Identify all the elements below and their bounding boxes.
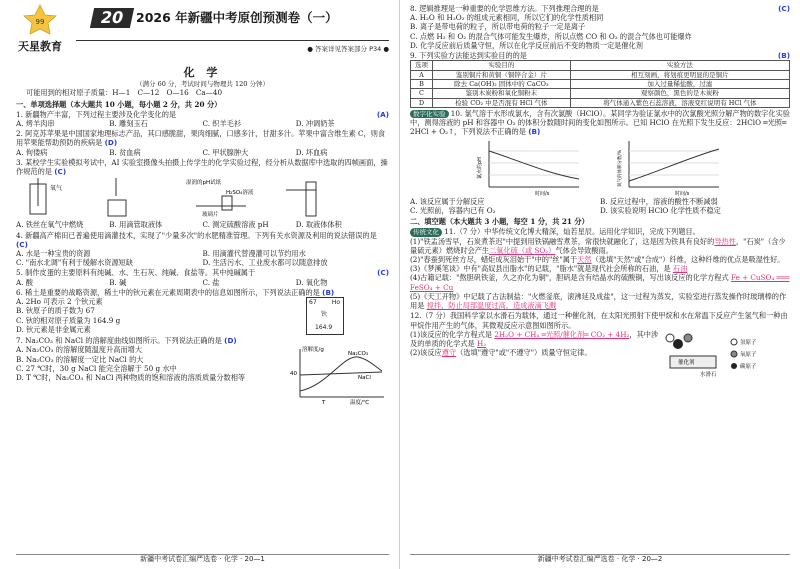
answer-6: B [325,287,331,297]
svg-text:氢原子: 氢原子 [740,339,757,346]
svg-text:水滑石: 水滑石 [700,371,717,378]
svg-text:T: T [322,400,326,406]
q2-options: A. 佝偻病 B. 贫血病 C. 甲状腺肿大 D. 坏血病 [16,147,328,157]
answer-2: D [107,138,114,148]
tag-digital-experiment: 数字化实验 [410,110,449,118]
table-row: A 鉴别铜片和黄铜（铜锌合金）片 相互刻画，将划痕更明显的是铜片 [411,70,790,79]
question-5: 5. 制作皮蛋的主要原料有纯碱、水、生石灰、纯碱、食盐等。其中纯碱属于 (C) [16,268,389,278]
tag-traditional-culture: 传统文化 [410,228,442,236]
q6-options: A. 2Ho 可表示 2 个钬元素 B. 钬原子的质子数为 67 C. 钬的相对原子质量为 164.9 g D. 钬元素是非金属元素 [16,297,121,334]
svg-text:时间/s: 时间/s [675,190,690,197]
svg-text:氯水的pH: 氯水的pH [477,156,483,179]
q12-part-2: (2)该反应遵守（选填"遵守"或"不遵守"）质量守恒定律。 [410,348,592,358]
table-row: B 除去 Ca(OH)₂ 固体中的 CaCO₃ 加入过量稀盐酸，过滤 [411,79,790,88]
left-footer: 新疆中考试卷汇编严选卷 · 化学 · 20—1 [16,554,389,565]
q11-part-4: (4)古籍记载："熬胆矾铁釜，久之亦化为铜"，胆矾是含有结晶水的硫酸铜，写出该反应的化学方程式 Fe + CuSO₄ ═══ FeSO₄ + Cu [410,273,790,292]
answer-9: B [781,51,787,61]
q6-block [16,297,389,335]
ph-time-graph [475,137,585,197]
question-4: 4. 新疆高产棉田已普遍使用滴灌技术，实现了"少量多次"的水肥精准管理。下列有关水资源及利用的说法错误的是 (C) [16,230,377,249]
q11-part-2: (2)"春蚕到死丝方尽，蜡炬成灰泪始干"中的"丝"属于天然（选填"天然"或"合成"）纤维，这种纤维的优点是吸湿性好。 [410,255,785,265]
q12-block [410,330,790,380]
paper-number-badge: 20 [90,8,134,28]
q5-options: A. 酸 B. 碱 C. 盐 D. 氧化物 [16,277,328,287]
atomic-mass: 可能用到的相对原子质量：H—1 C—12 O—16 Ca—40 [26,88,223,98]
right-footer: 新疆中考试卷汇编严选卷 · 化学 · 20—2 [410,554,790,565]
right-page [402,0,800,569]
section-1-heading: 一、单项选择题（本大题共 10 小题，每小题 2 分，共 20 分） [16,99,222,109]
svg-text:溶解度/g: 溶解度/g [302,347,324,354]
header-rule [76,40,389,41]
q4-options: A. 水是一种宝贵的资源 B. 用滴灌代替漫灌可以节约用水 C. "南水北调"有利于缓解水资源短缺 D. 生活污水、工业废水都可以随意排放 [16,249,328,268]
question-12: 12.（7 分）我国科学家以水滑石为载体，通过一种催化剂，在太阳光照射下使甲烷和水在常温下反应产生氢气和一种由甲烷作用产生的气体，其微观反应示意图如图所示。 [410,311,788,330]
svg-text:40: 40 [290,371,297,378]
q3-options: A. 铁丝在氧气中燃烧 B. 用滴管取液体 C. 测定硫酸溶液 pH D. 取液体体积 [16,220,342,230]
subject-title: 化 学 [183,66,222,79]
star-logo-icon [16,4,64,38]
table-header: 选项 实验目的 实验方法 [411,61,790,70]
q7-block [16,345,389,405]
table-row: C 鉴别木炭粉和氧化铜粉末 观察颜色，黑色的是木炭粉 [411,89,790,98]
svg-text:玻璃片: 玻璃片 [202,212,219,219]
q11-part-1: (1)"铁盂汤雪早，石炭煮茶迟"中提到用铁锅融雪煮茶，常很快就融化了，这是因为铁具有良好的导热性，"石炭"（含少量硫元素）燃烧时会产生二氧化硫（或 SO₂）气体会导致酸雨。 [410,236,786,255]
question-2: 2. 阿克苏苹果是中国国家地理标志产品，其口感脆甜，果肉细腻，口感多汁，甘甜多汁。苹果中富含维生素 C，则食用苹果能帮助预防的疾病是 (D) [16,129,386,148]
oxygen-atom-icon [684,334,692,342]
table-row: D 检验 CO₂ 中是否混有 HCl 气体 将气体通入紫色石蕊溶液，溶液变红说明有 HCl 气体 [411,98,790,107]
q11-part-5: (5)《天工开物》中记载了古法制盐："火燃釜底，滚沸延及成盐"，这一过程为蒸发，实验室进行蒸发操作时玻璃棒的作用是 搅拌，防止局部温度过高，造成液滴飞溅 [410,291,787,311]
q10-options: A. 该反应属于分解反应 B. 反应过程中，溶液的酸性不断减弱 C. 光照前，容器内已有 O₂ D. 该实验说明 HClO 化学性质不稳定 [410,196,721,215]
answer-5: C [380,268,386,278]
question-10: 数字化实验 10. 氯气溶于水形成氯水，含有次氯酸（HClO）。某同学为验证氯水中的次氯酸光照分解产物的数字化实验中，测得溶液的 pH 和容器中 O₂ 的体积分数随时间的变化如图所示。已知 HClO 在光照下发生反应：2HClO ═光照═ 2HCl + O₂↑，下列说法不正确的是 (B) [410,108,790,137]
svg-text:时间/s: 时间/s [535,190,550,197]
answer-ref: ● 答案详见答案部分 P34 ● [307,45,389,53]
header [16,0,389,62]
question-7: 7. Na₂CO₃ 和 NaCl 的溶解度曲线如图所示。下列说法正确的是 (D) [16,336,237,346]
svg-text:氧气: 氧气 [50,185,63,193]
svg-text:NaCl: NaCl [358,375,371,382]
score-note: （满分 60 分，考试时间与物理共 120 分钟） [136,80,269,89]
question-9: 9. 下列实验方法能达到实验目的的是 (B) [410,51,790,61]
q11-part-3: (3)《梦溪笔谈》中有"高奴县出脂水"的记载，"脂水"就是现代社会所称的石油，是 石油 [410,264,688,274]
answer-3: C [57,167,63,177]
solubility-curve-figure [288,345,388,405]
question-1: 1. 新疆物产丰富，下列过程主要涉及化学变化的是 (A) [16,109,389,119]
paper-title: 2026 年新疆中考原创预测卷（一） [136,10,338,25]
carbon-atom-icon [673,339,683,349]
element-cell-holmium: 67 Ho 钬 164.9 [306,297,344,335]
q12-part-1: (1)该反应的化学方程式是 2H₂O + CH₄ ═光照/催化剂═ CO₂ + 4H₂，其中涉及的单质的化学式是 H₂ [410,329,659,348]
reaction-micro-diagram [660,330,780,380]
svg-text:H₂SO₄溶液: H₂SO₄溶液 [226,190,254,197]
q10-graphs [410,137,790,197]
svg-text:氧气的体积分数/%: 氧气的体积分数/% [618,149,623,187]
question-3: 3. 某校学生实验模拟考试中，AI 实验室摄像头拍摄上传学生的化学实验过程，经分析从数据库中选取的四帧画面，操作规范的是 (C) [16,157,388,177]
q7-options: A. Na₂CO₃ 的溶解度随温度升高而增大 B. Na₂CO₃ 的溶解度一定比 NaCl 的大 C. 27 ℃时，30 g NaCl 能完全溶解于 50 g 水中 D. T ℃时，Na₂CO₃ 和 NaCl 两种物质的饱和溶液的溶质质量分数相等 [16,345,246,382]
brand-name: 天星教育 [18,40,62,53]
q3-lab-figures [16,176,389,220]
question-11: 传统文化 11.（7 分）中华传统文化博大精深，灿若星辰。运用化学知识，完成下列题目。 [410,227,790,236]
svg-text:氧原子: 氧原子 [740,351,757,358]
answer-8: C [781,4,787,13]
svg-text:催化剂: 催化剂 [678,359,695,366]
q8-options: A. H₂O 和 H₂O₂ 的组成元素相同，所以它们的化学性质相同 B. 离子是带电荷的粒子，所以带电荷的粒子一定是离子 C. 点燃 H₂ 和 O₂ 的混合气体可能发生爆炸，所以点燃 CO 和 O₂ 的混合气体也可能爆炸 D. 化学反应前后质量守恒，所以在化学反应前后不变的物质一定是催化剂 [410,13,692,50]
section-2-heading: 二、填空题（本大题共 3 小题，每空 1 分，共 21 分） [410,217,589,227]
logo-number: 99 [35,18,45,26]
q12-parts [410,330,660,380]
svg-text:Na₂CO₃: Na₂CO₃ [348,351,369,358]
lab-apparatus-image [16,176,390,220]
svg-text:湿润的pH试纸: 湿润的pH试纸 [186,180,222,187]
svg-text:碳原子: 碳原子 [740,363,757,370]
answer-10: B [531,127,537,137]
answer-4: C [19,239,25,249]
question-6: 6. 稀土是重要的战略资源，稀土中的钬元素在元素周期表中的信息如图所示，下列说法正确的是 (B) [16,287,335,297]
q1-options: A. 烤羊肉串 B. 雕刻玉石 C. 织羊毛衫 D. 冲调奶茶 [16,119,335,129]
experiment-table [410,60,790,108]
brand-logo [16,4,64,38]
oxygen-fraction-graph [615,137,725,197]
hydrogen-atom-icon [666,334,674,342]
answer-1: A [380,109,386,119]
answer-7: D [227,336,234,346]
question-8: 8. 逻辑推理是一种重要的化学思维方法。下列推理合理的是 (C) [410,4,790,13]
svg-text:温度/℃: 温度/℃ [350,400,370,406]
